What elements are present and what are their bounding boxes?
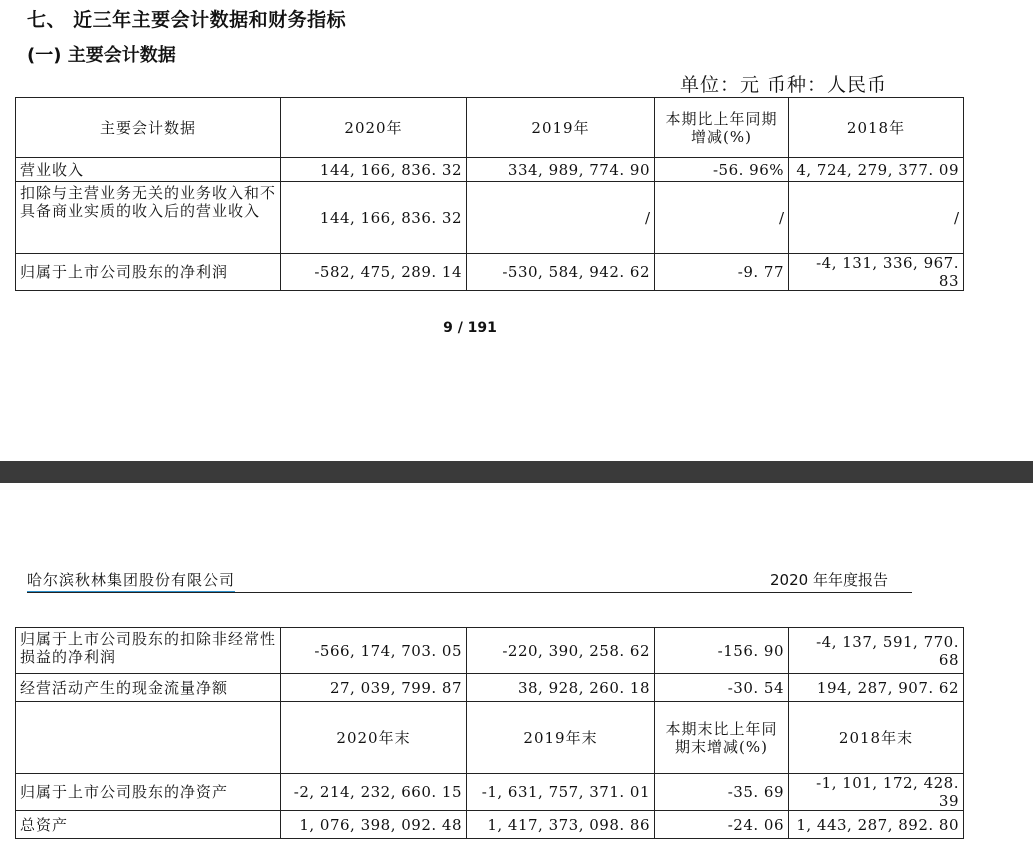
- value-cell: -582, 475, 289. 14: [281, 254, 467, 291]
- table-row: [16, 774, 964, 811]
- value-cell: 144, 166, 836. 32: [281, 182, 467, 254]
- table-row: [16, 811, 964, 839]
- value-cell: 27, 039, 799. 87: [281, 674, 467, 702]
- header-cell: 2019年末: [467, 702, 655, 774]
- page-divider: [0, 461, 1033, 483]
- value-cell: -530, 584, 942. 62: [467, 254, 655, 291]
- value-cell: -1, 631, 757, 371. 01: [467, 774, 655, 811]
- value-cell: -9. 77: [655, 254, 789, 291]
- table-row: [16, 674, 964, 702]
- header-cell: 本期末比上年同期末增减(%): [655, 702, 789, 774]
- row-label: 扣除与主营业务无关的业务收入和不具备商业实质的收入后的营业收入: [16, 182, 281, 254]
- row-label: 归属于上市公司股东的净利润: [16, 254, 281, 291]
- value-cell: -1, 101, 172, 428. 39: [789, 774, 964, 811]
- value-cell: 1, 443, 287, 892. 80: [789, 811, 964, 839]
- header-cell: 2020年: [281, 98, 467, 158]
- accounting-data-table-continued: [15, 627, 964, 839]
- header-rule: [27, 592, 912, 593]
- section-heading: 七、 近三年主要会计数据和财务指标: [27, 9, 347, 31]
- header-cell: 本期比上年同期增减(%): [655, 98, 789, 158]
- company-name: 哈尔滨秋林集团股份有限公司: [27, 569, 235, 593]
- value-cell: /: [467, 182, 655, 254]
- row-label: 营业收入: [16, 158, 281, 182]
- table-subheader-row: [16, 702, 964, 774]
- value-cell: -220, 390, 258. 62: [467, 628, 655, 674]
- page-number: 9 / 191: [443, 320, 497, 336]
- value-cell: 334, 989, 774. 90: [467, 158, 655, 182]
- header-cell: [16, 702, 281, 774]
- header-cell: 主要会计数据: [16, 98, 281, 158]
- accounting-data-table: [15, 97, 964, 291]
- table-row: [16, 628, 964, 674]
- value-cell: /: [655, 182, 789, 254]
- header-cell: 2020年末: [281, 702, 467, 774]
- value-cell: -4, 137, 591, 770. 68: [789, 628, 964, 674]
- value-cell: 1, 076, 398, 092. 48: [281, 811, 467, 839]
- row-label: 归属于上市公司股东的扣除非经常性损益的净利润: [16, 628, 281, 674]
- value-cell: -35. 69: [655, 774, 789, 811]
- table-row: [16, 182, 964, 254]
- table-header-row: [16, 98, 964, 158]
- value-cell: 4, 724, 279, 377. 09: [789, 158, 964, 182]
- value-cell: -4, 131, 336, 967. 83: [789, 254, 964, 291]
- row-label: 经营活动产生的现金流量净额: [16, 674, 281, 702]
- value-cell: /: [789, 182, 964, 254]
- table-row: [16, 158, 964, 182]
- header-cell: 2019年: [467, 98, 655, 158]
- unit-currency-line: 单位：元 币种：人民币: [680, 74, 888, 96]
- header-cell: 2018年末: [789, 702, 964, 774]
- report-title: 2020 年年度报告: [770, 571, 888, 589]
- value-cell: 1, 417, 373, 098. 86: [467, 811, 655, 839]
- value-cell: 144, 166, 836. 32: [281, 158, 467, 182]
- value-cell: -24. 06: [655, 811, 789, 839]
- value-cell: -2, 214, 232, 660. 15: [281, 774, 467, 811]
- value-cell: -566, 174, 703. 05: [281, 628, 467, 674]
- header-cell: 2018年: [789, 98, 964, 158]
- value-cell: 194, 287, 907. 62: [789, 674, 964, 702]
- row-label: 总资产: [16, 811, 281, 839]
- value-cell: -30. 54: [655, 674, 789, 702]
- value-cell: -56. 96%: [655, 158, 789, 182]
- subsection-heading: (一) 主要会计数据: [27, 45, 176, 66]
- table-row: [16, 254, 964, 291]
- value-cell: -156. 90: [655, 628, 789, 674]
- value-cell: 38, 928, 260. 18: [467, 674, 655, 702]
- row-label: 归属于上市公司股东的净资产: [16, 774, 281, 811]
